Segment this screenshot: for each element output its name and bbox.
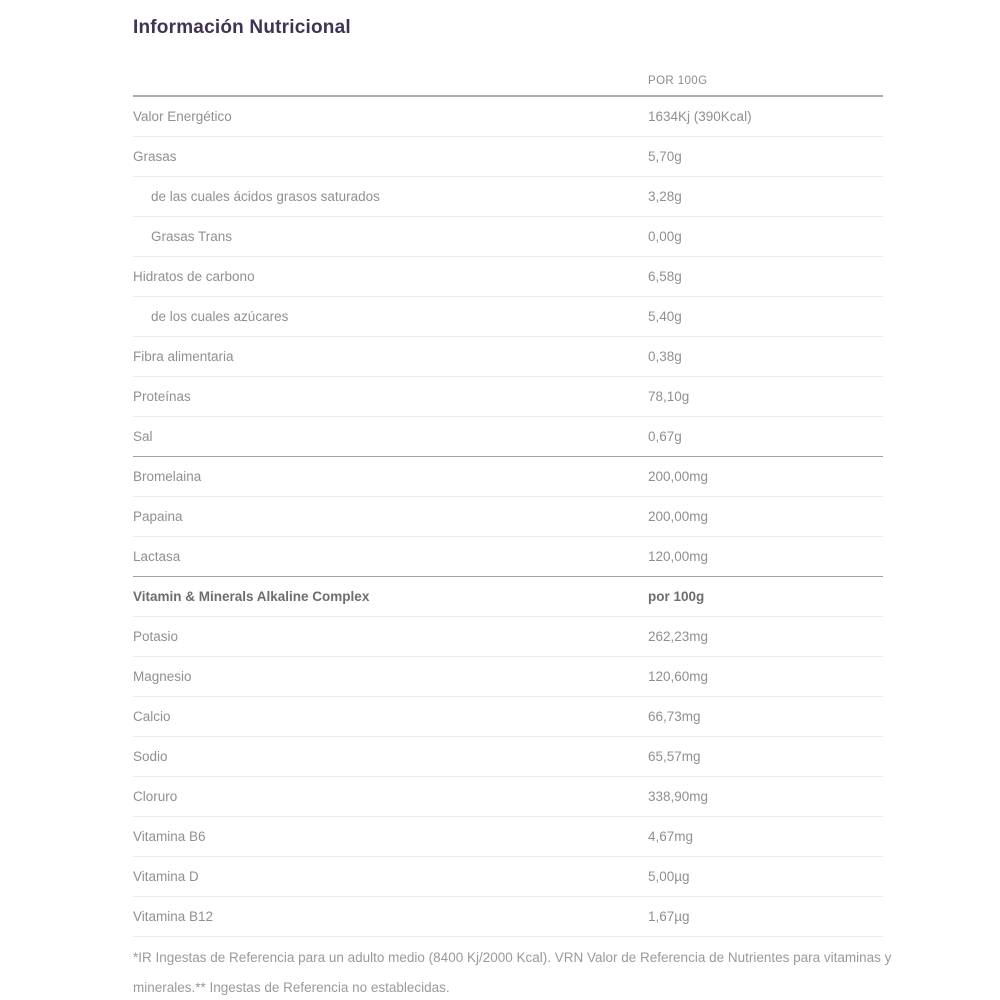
nutrient-value: 3,28g [648, 189, 682, 204]
nutrient-label: Proteínas [133, 389, 191, 404]
table-row [133, 217, 883, 257]
nutrient-value: 0,38g [648, 349, 682, 364]
table-row [133, 577, 883, 617]
table-row [133, 97, 883, 137]
table-row [133, 257, 883, 297]
table-row [133, 897, 883, 937]
nutrient-value: 66,73mg [648, 709, 701, 724]
nutrient-label: Vitamina B12 [133, 909, 214, 924]
nutrient-value: 5,00µg [648, 869, 690, 884]
nutrient-label: Sodio [133, 749, 168, 764]
nutrient-label: de los cuales azúcares [151, 309, 289, 324]
nutrient-value: 5,40g [648, 309, 682, 324]
nutrient-label: Bromelaina [133, 469, 202, 484]
nutrient-value: 200,00mg [648, 509, 709, 524]
nutrient-label: de las cuales ácidos grasos saturados [151, 189, 380, 204]
per-100g-column-header: POR 100G [648, 75, 708, 87]
nutrient-value: 78,10g [648, 389, 690, 404]
nutrient-label: Sal [133, 429, 153, 444]
nutrient-value: 1634Kj (390Kcal) [648, 109, 752, 124]
nutrient-value: 1,67µg [648, 909, 690, 924]
nutrient-label: Vitamina D [133, 869, 199, 884]
nutrient-value: 0,00g [648, 229, 682, 244]
nutrient-label: Potasio [133, 629, 179, 644]
page-title: Información Nutricional [133, 17, 351, 38]
nutrient-label: Grasas [133, 149, 177, 164]
nutrient-label: Vitamin & Minerals Alkaline Complex [133, 589, 370, 604]
nutrient-value: 5,70g [648, 149, 682, 164]
nutrient-value: 0,67g [648, 429, 682, 444]
nutrient-label: Vitamina B6 [133, 829, 206, 844]
nutrient-label: Grasas Trans [151, 229, 233, 244]
table-row [133, 417, 883, 457]
nutrient-label: Fibra alimentaria [133, 349, 234, 364]
table-row [133, 457, 883, 497]
nutrient-value: 4,67mg [648, 829, 694, 844]
nutrition-table [133, 49, 883, 937]
table-body [133, 97, 883, 937]
nutrient-value: 200,00mg [648, 469, 709, 484]
nutrient-label: Papaina [133, 509, 183, 524]
nutrient-value: 6,58g [648, 269, 682, 284]
table-row [133, 737, 883, 777]
nutrient-label: Hidratos de carbono [133, 269, 255, 284]
table-row [133, 817, 883, 857]
nutrient-value: 262,23mg [648, 629, 709, 644]
table-row [133, 697, 883, 737]
nutrient-label: Valor Energético [133, 109, 232, 124]
table-row [133, 857, 883, 897]
reference-intake-footnote: *IR Ingestas de Referencia para un adulto medio (8400 Kj/2000 Kcal). VRN Valor de Referencia de Nutrientes para vitaminas y minerales.** Ingestas de Referencia no establecidas. [133, 950, 892, 995]
nutrient-value: 120,60mg [648, 669, 709, 684]
table-row [133, 377, 883, 417]
nutrient-label: Cloruro [133, 789, 178, 804]
table-row [133, 537, 883, 577]
table-row [133, 497, 883, 537]
table-header-row [133, 49, 883, 97]
nutrient-label: Lactasa [133, 549, 181, 564]
nutrient-value: 338,90mg [648, 789, 709, 804]
nutrient-value: por 100g [648, 589, 705, 604]
nutrient-label: Calcio [133, 709, 171, 724]
table-row [133, 177, 883, 217]
nutrient-label: Magnesio [133, 669, 192, 684]
nutrient-value: 65,57mg [648, 749, 701, 764]
table-row [133, 137, 883, 177]
table-row [133, 617, 883, 657]
nutrient-value: 120,00mg [648, 549, 709, 564]
table-row [133, 777, 883, 817]
table-row [133, 297, 883, 337]
table-row [133, 337, 883, 377]
table-row [133, 657, 883, 697]
